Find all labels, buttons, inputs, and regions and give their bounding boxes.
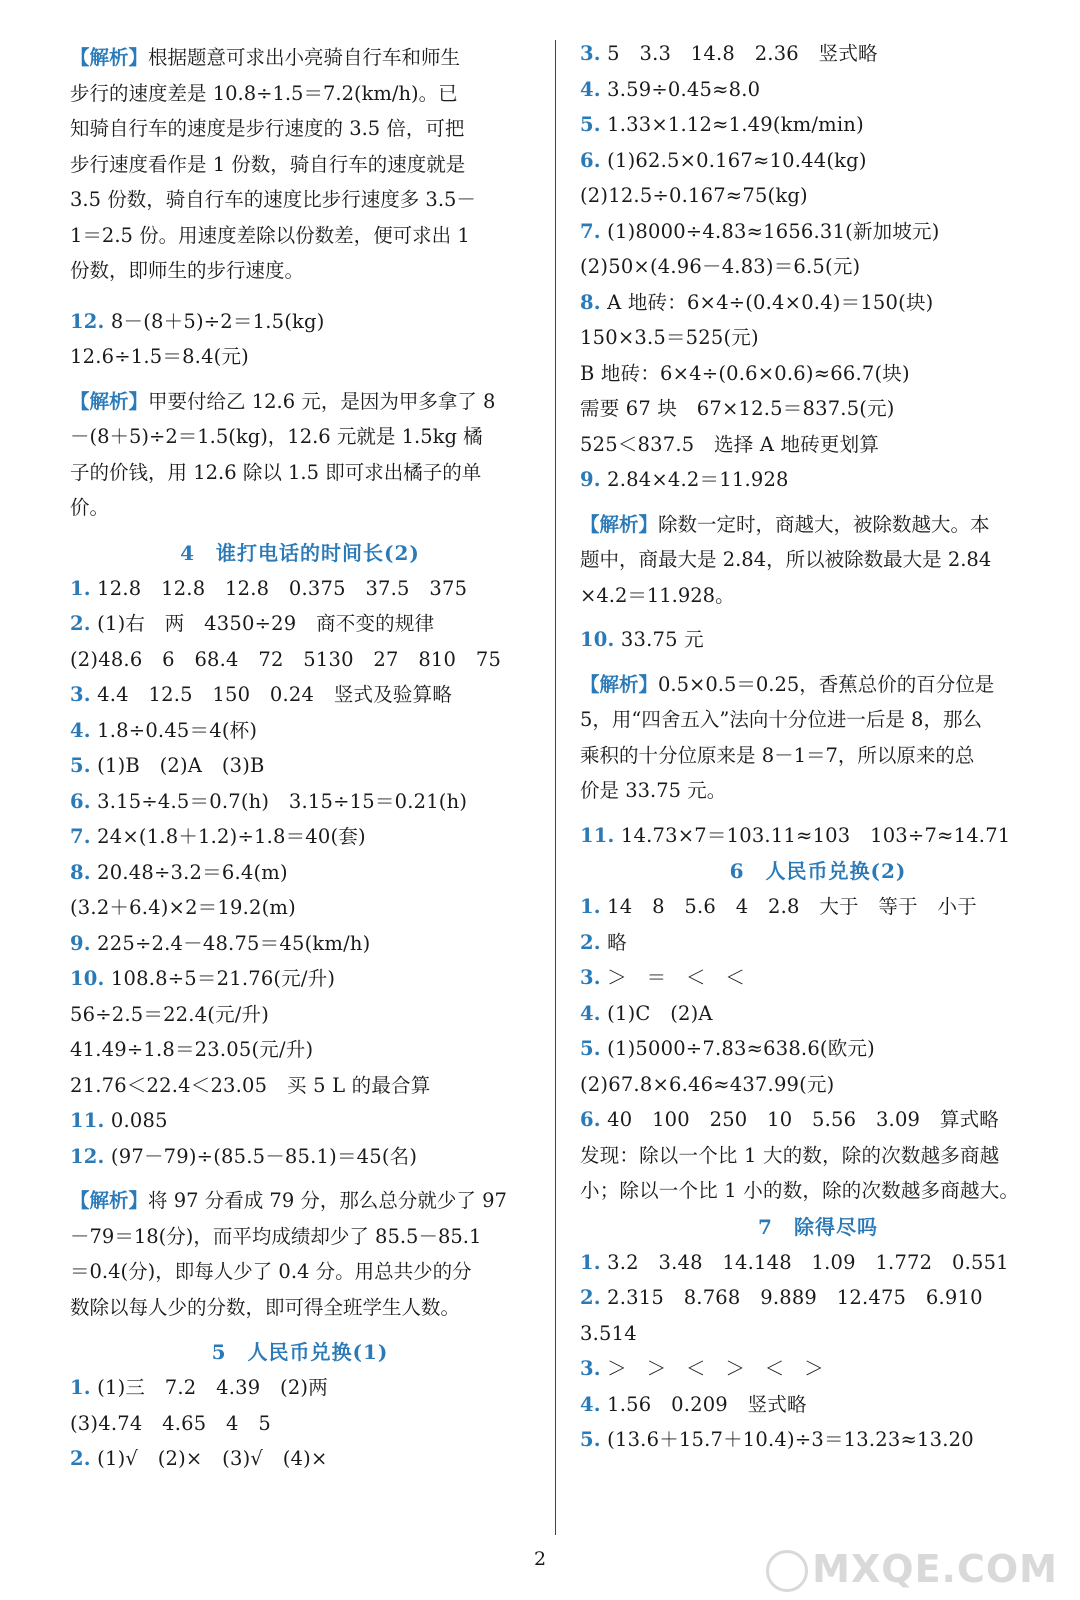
answer-text: 需要 67 块 67×12.5＝837.5(元) xyxy=(580,397,895,420)
answer-text: 小；除以一个比 1 小的数，除的次数越多商越大。 xyxy=(580,1179,1020,1202)
answer-text: 略 xyxy=(600,930,627,954)
watermark-logo xyxy=(766,1547,1058,1593)
answer-line xyxy=(70,1370,530,1406)
answer-line xyxy=(580,249,1056,285)
answer-text: 56÷2.5＝22.4(元/升) xyxy=(70,1002,270,1026)
answer-line xyxy=(580,1173,1056,1209)
answer-line xyxy=(580,356,1056,392)
text-line: 1＝2.5 份。用速度差除以份数差，便可求出 1 xyxy=(70,223,470,247)
item-number: 6. xyxy=(580,1108,601,1131)
item-number: 3. xyxy=(580,42,601,65)
answer-text: 5 3.3 14.8 2.36 竖式略 xyxy=(600,42,878,65)
answer-text: A 地砖：6×4÷(0.4×0.4)＝150(块) xyxy=(600,290,934,314)
text-line: －(8＋5)÷2＝1.5(kg)，12.6 元就是 1.5kg 橘 xyxy=(70,425,483,448)
item-number: 4. xyxy=(580,1392,601,1416)
item-number: 2. xyxy=(70,1447,91,1470)
text-line: 5，用“四舍五入”法向十分位进一后是 8，那么 xyxy=(580,708,982,731)
answer-text: ＞ ＞ ＜ ＞ ＜ ＞ xyxy=(600,1357,824,1380)
answer-line xyxy=(580,889,1056,925)
answer-text: B 地砖：6×4÷(0.6×0.6)≈66.7(块) xyxy=(580,361,910,385)
text-line: －79＝18(分)，而平均成绩却少了 85.5－85.1 xyxy=(70,1224,482,1248)
answer-text: (2)50×(4.96－4.83)＝6.5(元) xyxy=(580,255,861,278)
answer-line xyxy=(580,1031,1056,1067)
answer-line xyxy=(580,36,1056,72)
answer-line xyxy=(580,72,1056,108)
item-number: 11. xyxy=(580,823,615,847)
item-number: 5. xyxy=(580,1428,601,1451)
text-line: 题中，商最大是 2.84，所以被除数最大是 2.84 xyxy=(580,548,992,571)
right-column xyxy=(580,36,1056,1458)
analysis-tag: 【解析】 xyxy=(580,512,659,536)
answer-line xyxy=(580,960,1056,996)
answer-text: 20.48÷3.2＝6.4(m) xyxy=(90,860,288,884)
item-number: 5. xyxy=(580,1037,601,1060)
answer-text: (2)48.6 6 68.4 72 5130 27 810 75 xyxy=(70,647,502,671)
watermark-text: MXQE.COM xyxy=(812,1546,1058,1591)
analysis-tag: 【解析】 xyxy=(580,672,659,696)
section-5-answers xyxy=(70,1370,530,1477)
analysis-paragraph-3 xyxy=(70,1183,530,1325)
item-number: 3. xyxy=(580,966,601,989)
answer-text: (1)62.5×0.167≈10.44(kg) xyxy=(600,148,867,172)
answer-line xyxy=(70,1406,530,1442)
answer-text: 14.73×7＝103.11≈103 103÷7≈14.71 xyxy=(614,823,1011,847)
item-number: 2. xyxy=(70,612,91,635)
answer-text: 3.2 3.48 14.148 1.09 1.772 0.551 xyxy=(600,1250,1009,1274)
answer-text: 2.315 8.768 9.889 12.475 6.910 xyxy=(600,1286,983,1309)
answer-line xyxy=(70,997,530,1033)
item-number: 12. xyxy=(70,309,105,333)
item-number: 4. xyxy=(580,77,601,101)
text-line: 份数，即师生的步行速度。 xyxy=(70,259,305,282)
answer-line xyxy=(580,1067,1056,1103)
answer-line xyxy=(580,818,1056,854)
answer-line xyxy=(70,304,530,340)
item-number: 8. xyxy=(580,290,601,314)
item-number: 1. xyxy=(580,895,601,918)
answer-line xyxy=(580,1387,1056,1423)
text-line: 价。 xyxy=(70,496,110,519)
answer-line xyxy=(70,1441,530,1477)
item-number: 7. xyxy=(70,825,91,848)
analysis-paragraph-1 xyxy=(70,40,530,289)
text-line: 步行速度看作是 1 份数，骑自行车的速度就是 xyxy=(70,152,466,176)
answer-text: 525＜837.5 选择 A 地砖更划算 xyxy=(580,432,880,456)
answer-text: (1)8000÷4.83≈1656.31(新加坡元) xyxy=(600,219,940,243)
analysis-paragraph-5 xyxy=(580,667,1056,809)
answer-line xyxy=(580,1138,1056,1174)
answer-line xyxy=(580,214,1056,250)
answer-line xyxy=(70,855,530,891)
answer-line xyxy=(580,391,1056,427)
answer-line xyxy=(70,926,530,962)
analysis-paragraph-2 xyxy=(70,384,530,526)
answer-line xyxy=(580,1280,1056,1316)
column-divider xyxy=(555,40,556,1535)
watermark-icon xyxy=(766,1550,808,1592)
answer-text: (1)三 7.2 4.39 (2)两 xyxy=(90,1376,328,1399)
text-line: 乘积的十分位原来是 8－1＝7，所以原来的总 xyxy=(580,743,975,767)
item-number: 1. xyxy=(580,1250,601,1274)
text-line: 【解析】将 97 分看成 79 分，那么总分就少了 97 xyxy=(70,1189,507,1212)
section-7-answers xyxy=(580,1245,1056,1458)
answer-text: 41.49÷1.8＝23.05(元/升) xyxy=(70,1038,314,1061)
answer-text: ＞ ＝ ＜ ＜ xyxy=(600,966,746,989)
item-number: 3. xyxy=(70,683,91,706)
item-number: 7. xyxy=(580,219,601,243)
text-line: 【解析】除数一定时，商越大，被除数越大。本 xyxy=(580,512,990,536)
analysis-paragraph-4 xyxy=(580,507,1056,614)
answer-text: (1)√ (2)× (3)√ (4)× xyxy=(90,1447,328,1470)
answer-text: 发现：除以一个比 1 大的数，除的次数越多商越 xyxy=(580,1143,1000,1167)
answer-line xyxy=(70,713,530,749)
answer-text: 24×(1.8＋1.2)÷1.8＝40(套) xyxy=(90,825,366,848)
item-number: 9. xyxy=(70,931,91,955)
answer-text: (97－79)÷(85.5－85.1)＝45(名) xyxy=(104,1144,418,1168)
answer-line xyxy=(70,1068,530,1104)
answer-text: 33.75 元 xyxy=(614,628,704,651)
item-number: 2. xyxy=(580,930,601,954)
answer-text: 3.15÷4.5＝0.7(h) 3.15÷15＝0.21(h) xyxy=(90,789,468,813)
answer-line xyxy=(580,1316,1056,1352)
answer-text: 21.76＜22.4＜23.05 买 5 L 的最合算 xyxy=(70,1073,431,1097)
text-line: 数除以每人少的分数，即可得全班学生人数。 xyxy=(70,1295,461,1319)
answer-line xyxy=(580,996,1056,1032)
answer-text: 40 100 250 10 5.56 3.09 算式略 xyxy=(600,1108,999,1131)
answer-line xyxy=(580,427,1056,463)
answer-text: 2.84×4.2＝11.928 xyxy=(600,468,789,491)
answer-line: 12.6÷1.5＝8.4(元) xyxy=(70,345,249,368)
answer-text: (3)4.74 4.65 4 5 xyxy=(70,1411,271,1435)
answer-text: 1.8÷0.45＝4(杯) xyxy=(90,718,258,742)
section-heading-5: 5 人民币兑换(1) xyxy=(211,1340,389,1364)
answer-line xyxy=(70,1139,530,1175)
text-line: 子的价钱，用 12.6 除以 1.5 即可求出橘子的单 xyxy=(70,460,482,484)
answer-text: (1)5000÷7.83≈638.6(欧元) xyxy=(600,1037,875,1060)
answer-text: 1.56 0.209 竖式略 xyxy=(600,1392,807,1416)
answer-line xyxy=(580,462,1056,498)
item-number: 5. xyxy=(70,754,91,777)
section-heading-7: 7 除得尽吗 xyxy=(758,1214,878,1239)
answer-text: (1)B (2)A (3)B xyxy=(90,754,265,777)
item-number: 4. xyxy=(70,718,91,742)
answer-text: (2)67.8×6.46≈437.99(元) xyxy=(580,1072,835,1096)
analysis-tag: 【解析】 xyxy=(70,46,149,69)
analysis-tag: 【解析】 xyxy=(70,389,149,413)
text-line: 【解析】0.5×0.5＝0.25，香蕉总价的百分位是 xyxy=(580,672,995,696)
section-heading-4: 4 谁打电话的时间长(2) xyxy=(180,540,420,565)
answer-line xyxy=(70,642,530,678)
text-line: 3.5 份数，骑自行车的速度比步行速度多 3.5－ xyxy=(70,188,476,211)
item-number: 1. xyxy=(70,1376,91,1399)
answer-line xyxy=(70,784,530,820)
page-number: 2 xyxy=(533,1548,547,1570)
text-line: 【解析】甲要付给乙 12.6 元，是因为甲多拿了 8 xyxy=(70,389,496,413)
answer-line xyxy=(70,748,530,784)
answer-text: 3.59÷0.45≈8.0 xyxy=(600,77,761,101)
item-number: 10. xyxy=(70,967,105,990)
answer-text: 150×3.5＝525(元) xyxy=(580,326,759,349)
answer-line xyxy=(580,1422,1056,1458)
answer-text: (1)右 两 4350÷29 商不变的规律 xyxy=(90,612,435,635)
left-column xyxy=(70,40,530,1477)
analysis-tag: 【解析】 xyxy=(70,1189,149,1212)
answer-line xyxy=(580,925,1056,961)
answer-text: 0.085 xyxy=(104,1109,168,1132)
item-number: 3. xyxy=(580,1357,601,1380)
answer-line xyxy=(580,320,1056,356)
item-number: 2. xyxy=(580,1286,601,1309)
answer-text: 12.8 12.8 12.8 0.375 37.5 375 xyxy=(90,576,468,600)
answer-text: 225÷2.4－48.75＝45(km/h) xyxy=(90,931,371,955)
answer-text: 108.8÷5＝21.76(元/升) xyxy=(104,967,336,990)
item-number: 6. xyxy=(580,148,601,172)
answer-line xyxy=(580,1102,1056,1138)
item-number: 4. xyxy=(580,1001,601,1025)
text-line: 价是 33.75 元。 xyxy=(580,779,727,802)
text-line: 【解析】根据题意可求出小亮骑自行车和师生 xyxy=(70,46,461,69)
item-number: 11. xyxy=(70,1109,105,1132)
answer-line xyxy=(70,961,530,997)
section-6-answers xyxy=(580,889,1056,1209)
answer-line xyxy=(580,1245,1056,1281)
section-5-answers-continued xyxy=(580,36,1056,498)
answer-text: 1.33×1.12≈1.49(km/min) xyxy=(600,113,864,136)
answer-text: (2)12.5÷0.167≈75(kg) xyxy=(580,184,808,207)
item-number: 1. xyxy=(70,576,91,600)
answer-line xyxy=(70,606,530,642)
text-line: ＝0.4(分)，即每人少了 0.4 分。用总共少的分 xyxy=(70,1260,472,1283)
answer-line xyxy=(580,178,1056,214)
answer-line xyxy=(580,285,1056,321)
answer-line xyxy=(70,819,530,855)
answer-line xyxy=(580,1351,1056,1387)
answer-text: (1)C (2)A xyxy=(600,1001,713,1025)
item-number: 10. xyxy=(580,628,615,651)
answer-line xyxy=(580,107,1056,143)
answer-line xyxy=(70,571,530,607)
answer-text: 14 8 5.6 4 2.8 大于 等于 小于 xyxy=(600,895,977,918)
item-number: 9. xyxy=(580,468,601,491)
text-line: 步行的速度差是 10.8÷1.5＝7.2(km/h)。已 xyxy=(70,81,458,105)
answer-line xyxy=(70,677,530,713)
answer-text: 8－(8＋5)÷2＝1.5(kg) xyxy=(104,309,325,333)
section-heading-6: 6 人民币兑换(2) xyxy=(729,859,907,883)
answer-line xyxy=(580,622,1056,658)
answer-line xyxy=(70,1103,530,1139)
text-line: ×4.2＝11.928。 xyxy=(580,583,735,607)
answer-line xyxy=(70,890,530,926)
answer-line xyxy=(70,1032,530,1068)
item-number: 6. xyxy=(70,789,91,813)
item-number: 12. xyxy=(70,1144,105,1168)
answer-text: 3.514 xyxy=(580,1321,637,1345)
section-4-answers xyxy=(70,571,530,1175)
answer-text: 4.4 12.5 150 0.24 竖式及验算略 xyxy=(90,683,453,706)
answer-line xyxy=(580,143,1056,179)
item-number: 5. xyxy=(580,113,601,136)
answer-text: (3.2＋6.4)×2＝19.2(m) xyxy=(70,896,296,919)
answer-text: (13.6＋15.7＋10.4)÷3＝13.23≈13.20 xyxy=(600,1428,974,1451)
text-line: 知骑自行车的速度是步行速度的 3.5 倍，可把 xyxy=(70,117,465,140)
item-number: 8. xyxy=(70,860,91,884)
